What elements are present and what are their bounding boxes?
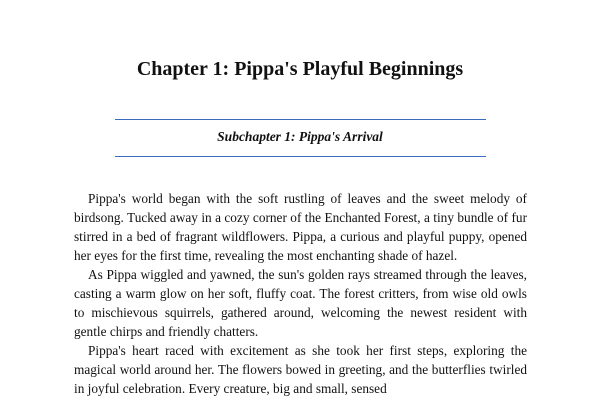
paragraph-1: Pippa's world began with the soft rustling of leaves and the sweet melody of birdsong. Tucked away in a cozy corner of the Enchanted Forest, a tiny bundle of fur stirred in a bed of fragrant wildflowers. Pippa, a curious and playful puppy, opened her eyes for the first time, revealing the most enchanting shade of hazel. (74, 191, 527, 263)
body-text (74, 189, 527, 398)
subchapter-title: Subchapter 1: Pippa's Arrival (217, 129, 383, 144)
subchapter-bottom-rule (115, 156, 486, 157)
paragraph-3: Pippa's heart raced with excitement as she took her first steps, exploring the magical world around her. The flowers bowed in greeting, and the butterflies twirled in joyful celebration. Every creature, big and small, sensed (74, 343, 527, 396)
paragraph-2: As Pippa wiggled and yawned, the sun's golden rays streamed through the leaves, casting a warm glow on her soft, fluffy coat. The forest critters, from wise old owls to mischievous squirrels, gathered around, welcoming the newest resident with gentle chirps and friendly chatters. (74, 267, 527, 339)
subchapter-top-rule (115, 119, 486, 120)
chapter-title: Chapter 1: Pippa's Playful Beginnings (136, 58, 464, 80)
